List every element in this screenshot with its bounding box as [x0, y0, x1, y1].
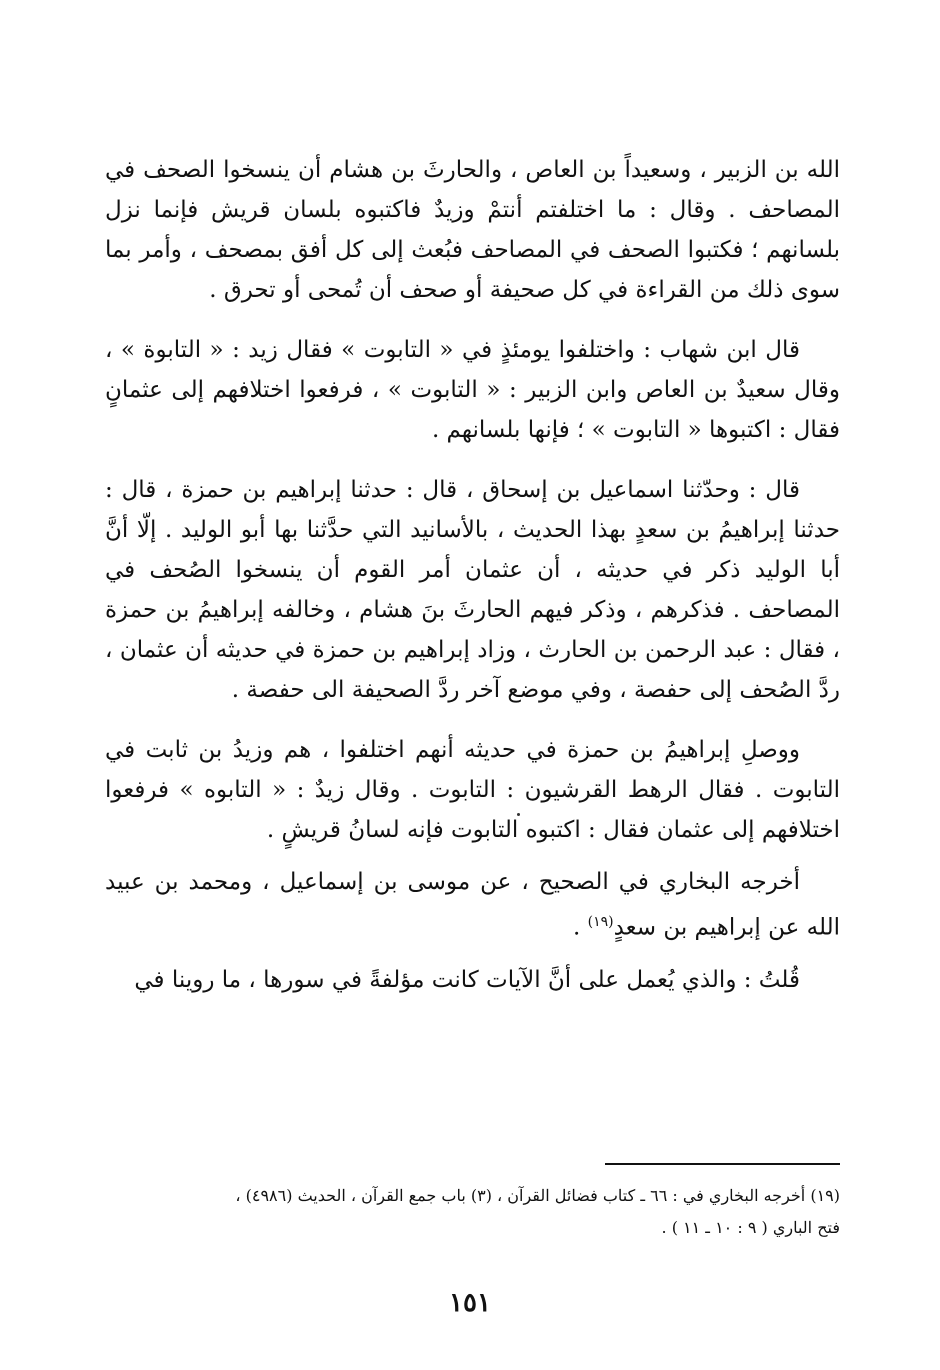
- paragraph-1: الله بن الزبير ، وسعيداً بن العاص ، والحارثَ بن هشام أن ينسخوا الصحف في المصاحف . وقال : ما اختلفتم أنتمْ وزيدٌ فاكتبوه بلسان قريش فإنما نزل بلسانهم ؛ فكتبوا الصحف في المصاحف فبُعث إلى كل أفق بمصحف ، وأمر بما سوى ذلك من القراءة في كل صحيفة أو صحف أن تُمحى أو تحرق .: [105, 157, 840, 303]
- page-body: [105, 150, 840, 1020]
- footnote: [105, 1180, 840, 1244]
- paragraph-5-text: أخرجه البخاري في الصحيح ، عن موسى بن إسماعيل ، ومحمد بن عبيد الله عن إبراهيم بن سعدٍ: [105, 869, 840, 941]
- footnote-reference: (١٩): [587, 914, 614, 930]
- print-speck: [517, 813, 520, 816]
- paragraph-4: ووصلِ إبراهيمُ بن حمزة في حديثه أنهم اختلفوا ، هم وزيدُ بن ثابت في التابوت . فقال الرهط القرشيون : التابوت . وقال زيدٌ : « التابوه » فرفعوا اختلافهم إلى عثمان فقال : اكتبوه التابوت فإنه لسانُ قريشٍ .: [105, 737, 840, 843]
- footnote-divider: [605, 1163, 840, 1165]
- page-number: ١٥١: [449, 1288, 491, 1318]
- paragraph-5-tail: .: [572, 914, 588, 941]
- paragraph-2: قال ابن شهاب : واختلفوا يومئذٍ في « التابوت » فقال زيد : « التابوة » ، وقال سعيدٌ بن العاص وابن الزبير : « التابوت » ، فرفعوا اختلافهم إلى عثمانٍ فقال : اكتبوها « التابوت » ؛ فإنها بلسانهم .: [105, 337, 840, 443]
- paragraph-6: قُلتُ : والذي يُعمل على أنَّ الآيات كانت مؤلفةً في سورها ، ما روينا في: [134, 966, 800, 993]
- footnote-line-2: فتح الباري ( ٩ : ١٠ ـ ١١ ) .: [661, 1218, 840, 1237]
- paragraph-3: قال : وحدّثنا اسماعيل بن إسحاق ، قال : حدثنا إبراهيم بن حمزة ، قال : حدثنا إبراهيمُ بن سعدٍ بهذا الحديث ، بالأسانيد التي حدَّثنا بها أبو الوليد . إلّا أنَّ أبا الوليد ذكر في حديثه ، أن عثمان أمر القوم أن ينسخوا الصُحف في المصاحف . فذكرهم ، وذكر فيهم الحارثَ بنَ هشام ، وخالفه إبراهيمُ بن حمزة ، فقال : عبد الرحمن بن الحارث ، وزاد إبراهيم بن حمزة في حديثه أن عثمان ، ردَّ الصُحف إلى حفصة ، وفي موضع آخر ردَّ الصحيفة الى حفصة .: [105, 477, 840, 703]
- paragraph-5: [105, 862, 840, 948]
- footnote-line-1: (١٩) أخرجه البخاري في : ٦٦ ـ كتاب فضائل القرآن ، (٣) باب جمع القرآن ، الحديث (٤٩٨٦) ،: [235, 1186, 840, 1205]
